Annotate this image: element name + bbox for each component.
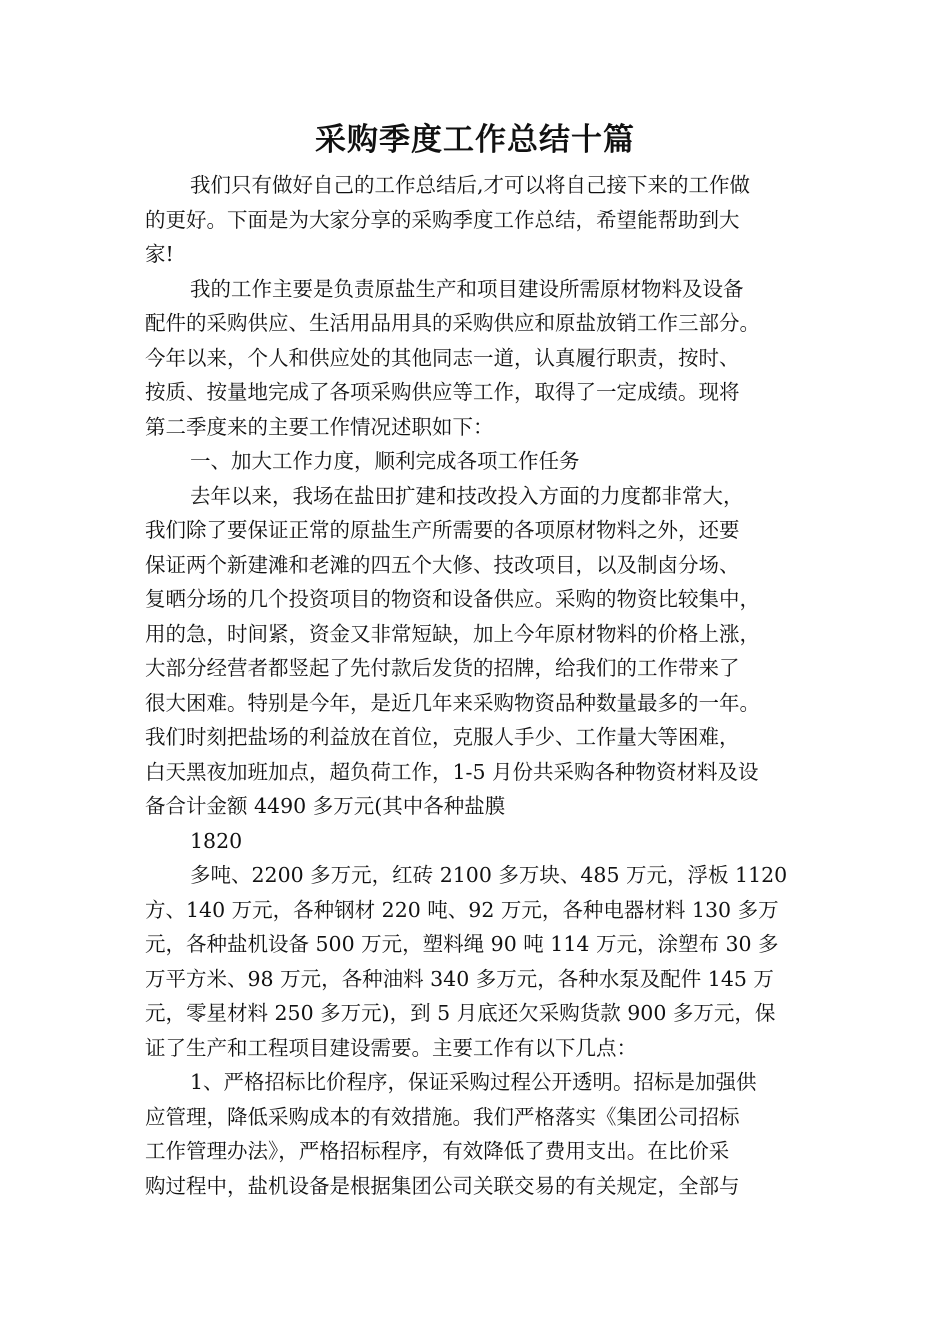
duty-paragraph: [145, 272, 813, 445]
text-line: 去年以来，我场在盐田扩建和技改投入方面的力度都非常大，: [190, 483, 744, 508]
text-line: 按质、按量地完成了各项采购供应等工作，取得了一定成绩。现将: [145, 380, 740, 404]
bidding-paragraph: [145, 1065, 813, 1203]
text-line: 大部分经营者都竖起了先付款后发货的招牌，给我们的工作带来了: [145, 656, 740, 680]
text-line: 白天黑夜加班加点，超负荷工作，1-5 月份共采购各种物资材料及设: [145, 759, 759, 784]
text-line: 元，零星材料 250 多万元)，到 5 月底还欠采购货款 900 多万元，保: [145, 1001, 776, 1025]
text-line: 保证两个新建滩和老滩的四五个大修、技改项目，以及制卤分场、: [145, 552, 740, 577]
text-line: 我们除了要保证正常的原盐生产所需要的各项原材物料之外，还要: [145, 518, 740, 542]
text-line: 万平方米、98 万元，各种油料 340 多万元，各种水泵及配件 145 万: [145, 966, 774, 991]
text-line: 我的工作主要是负责原盐生产和项目建设所需原材物料及设备: [190, 276, 744, 301]
section-heading: [145, 444, 813, 479]
document-title: 采购季度工作总结十篇: [315, 122, 635, 158]
text-line: 工作管理办法》，严格招标程序，有效降低了费用支出。在比价采: [145, 1139, 730, 1163]
text-line: 购过程中，盐机设备是根据集团公司关联交易的有关规定，全部与: [145, 1173, 740, 1198]
text-line: 备合计金额 4490 多万元(其中各种盐膜: [145, 794, 506, 818]
text-line: 应管理，降低采购成本的有效措施。我们严格落实《集团公司招标: [145, 1104, 740, 1129]
text-line: 元，各种盐机设备 500 万元，塑料绳 90 吨 114 万元，涂塑布 30 多: [145, 932, 779, 956]
text-line: 今年以来，个人和供应处的其他同志一道，认真履行职责，按时、: [145, 345, 740, 370]
document-body: [145, 168, 813, 1203]
text-line: 证了生产和工程项目建设需要。主要工作有以下几点：: [145, 1035, 637, 1060]
text-line: 的更好。下面是为大家分享的采购季度工作总结，希望能帮助到大: [145, 207, 740, 232]
intro-paragraph: [145, 168, 813, 272]
text-line: 我们时刻把盐场的利益放在首位，克服人手少、工作量大等困难，: [145, 725, 740, 749]
text-line: 方、140 万元，各种钢材 220 吨、92 万元，各种电器材料 130 多万: [145, 897, 779, 922]
text-line: 家!: [145, 242, 174, 266]
materials-paragraph: [145, 858, 813, 1065]
text-line: 1820: [190, 828, 243, 853]
text-line: 多吨、2200 多万元，红砖 2100 多万块、485 万元，浮板 1120: [190, 863, 788, 887]
text-line: 我们只有做好自己的工作总结后,才可以将自己接下来的工作做: [190, 173, 751, 197]
text-line: 1、严格招标比价程序，保证采购过程公开透明。招标是加强供: [190, 1070, 757, 1094]
text-line: 一、加大工作力度，顺利完成各项工作任务: [190, 449, 580, 473]
text-line: 很大困难。特别是今年，是近几年来采购物资品种数量最多的一年。: [145, 690, 760, 715]
number-paragraph: [145, 824, 813, 859]
text-line: 第二季度来的主要工作情况述职如下：: [145, 414, 494, 439]
work-paragraph: [145, 479, 813, 824]
text-line: 配件的采购供应、生活用品用具的采购供应和原盐放销工作三部分。: [145, 311, 760, 335]
text-line: 用的急，时间紧，资金又非常短缺，加上今年原材物料的价格上涨，: [145, 621, 760, 646]
text-line: 复晒分场的几个投资项目的物资和设备供应。采购的物资比较集中，: [145, 587, 760, 611]
